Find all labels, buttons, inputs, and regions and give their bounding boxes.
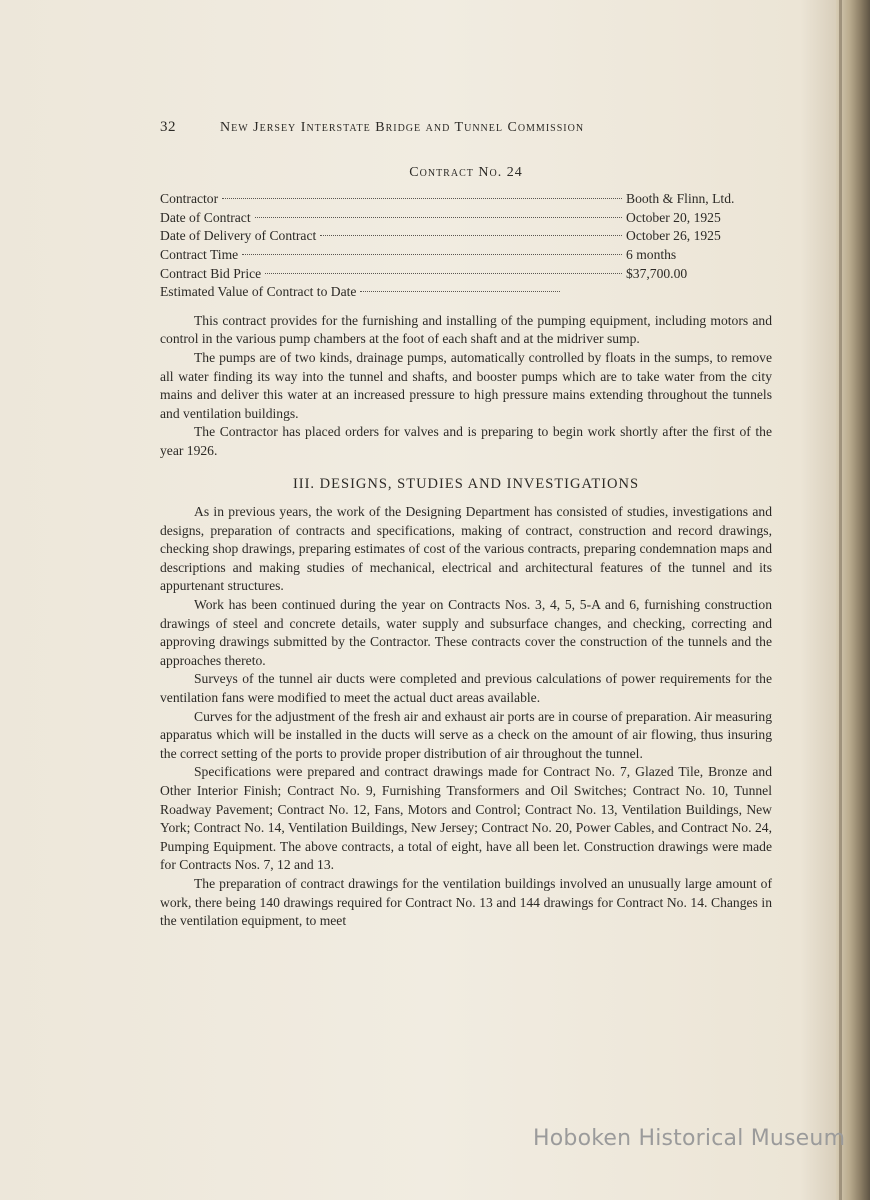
detail-value: Booth & Flinn, Ltd. [626, 191, 735, 207]
contract-paragraph: The pumps are of two kinds, drainage pumps, automatically controlled by floats in the sumps, to remove all water finding its way into the tunnel and shafts, and booster pumps which are to take water from the city mains and deliver this water at an increased pressure to high pressure mains extending throughout the tunnels and ventilation buildings. [160, 349, 772, 421]
detail-row-contract-time [160, 246, 772, 265]
contract-title: Contract No. 24 [409, 164, 523, 180]
page-edge-shadow [839, 0, 842, 1200]
leader-dots [255, 217, 622, 218]
detail-label: Contract Bid Price [160, 265, 262, 281]
detail-label: Contract Time [160, 246, 239, 262]
section-paragraph: As in previous years, the work of the Designing Department has consisted of studies, investigations and designs, preparation of contracts and specifications, making of contract, construction and record drawings, checking shop drawings, preparing estimates of cost of the various contracts, preparing condemnation maps and descriptions and making studies of mechanical, electrical and architectural features of the tunnel and its appurtenant structures. [160, 504, 772, 594]
detail-row-date-of-delivery [160, 227, 772, 246]
leader-dots [320, 235, 622, 236]
detail-row-estimated-value [160, 283, 772, 302]
detail-row-date-of-contract [160, 209, 772, 228]
leader-dots [360, 291, 560, 292]
detail-row-bid-price [160, 265, 772, 284]
detail-value: 6 months [626, 246, 677, 262]
section-heading: III. DESIGNS, STUDIES AND INVESTIGATIONS [292, 475, 640, 492]
detail-label: Date of Delivery of Contract [160, 228, 317, 244]
detail-label: Date of Contract [160, 209, 251, 225]
detail-value: October 20, 1925 [626, 209, 721, 225]
leader-dots [265, 273, 622, 274]
detail-label: Contractor [160, 191, 219, 207]
detail-label: Estimated Value of Contract to Date [160, 284, 357, 300]
page-content [160, 118, 772, 931]
page-number: 32 [160, 119, 176, 135]
section-paragraph: Specifications were prepared and contract drawings made for Contract No. 7, Glazed Tile, Bronze and Other Interior Finish; Contract No. 9, Furnishing Transformers and Oil Switches; Contract No. 10, Tunnel Roadway Pavement; Contract No. 12, Fans, Motors and Control; Contract No. 13, Ventilation Buildings, New York; Contract No. 14, Ventilation Buildings, New Jersey; Contract No. 20, Power Cables, and Contract No. 24, Pumping Equipment. The above contracts, a total of eight, have all been let. Construction drawings were made for Contracts Nos. 7, 12 and 13. [160, 764, 772, 873]
contract-paragraph: This contract provides for the furnishing and installing of the pumping equipment, including motors and control in the various pump chambers at the foot of each shaft and at the midriver sump. [160, 312, 772, 347]
detail-value: October 26, 1925 [626, 228, 721, 244]
contract-details-list [160, 190, 772, 302]
section-paragraph: The preparation of contract drawings for the ventilation buildings involved an unusually large amount of work, there being 140 drawings required for Contract No. 13 and 144 drawings for Contract No. 14. Changes in the ventilation equipment, to meet [160, 875, 772, 929]
section-paragraph: Work has been continued during the year on Contracts Nos. 3, 4, 5, 5-A and 6, furnishing construction drawings of steel and concrete details, water supply and subsurface changes, and checking, correcting and approving drawings submitted by the Contractor. These contracts cover the construction of the tunnels and the approaches thereto. [160, 597, 772, 668]
leader-dots [222, 198, 622, 199]
contract-paragraph: The Contractor has placed orders for valves and is preparing to begin work shortly after the first of the year 1926. [160, 424, 772, 458]
detail-row-contractor [160, 190, 772, 209]
museum-watermark: Hoboken Historical Museum [533, 1126, 846, 1151]
page-header [160, 118, 772, 138]
section-paragraph: Curves for the adjustment of the fresh air and exhaust air ports are in course of preparation. Air measuring apparatus which will be installed in the ducts will serve as a check on the amount of air flowing, thus insuring the correct setting of the ports to provide proper distribution of air throughout the tunnel. [160, 708, 772, 761]
running-head: New Jersey Interstate Bridge and Tunnel Commission [220, 120, 585, 135]
leader-dots [242, 254, 622, 255]
detail-value: $37,700.00 [626, 265, 688, 281]
section-paragraph: Surveys of the tunnel air ducts were completed and previous calculations of power requirements for the ventilation fans were modified to meet the actual duct areas available. [160, 671, 772, 706]
